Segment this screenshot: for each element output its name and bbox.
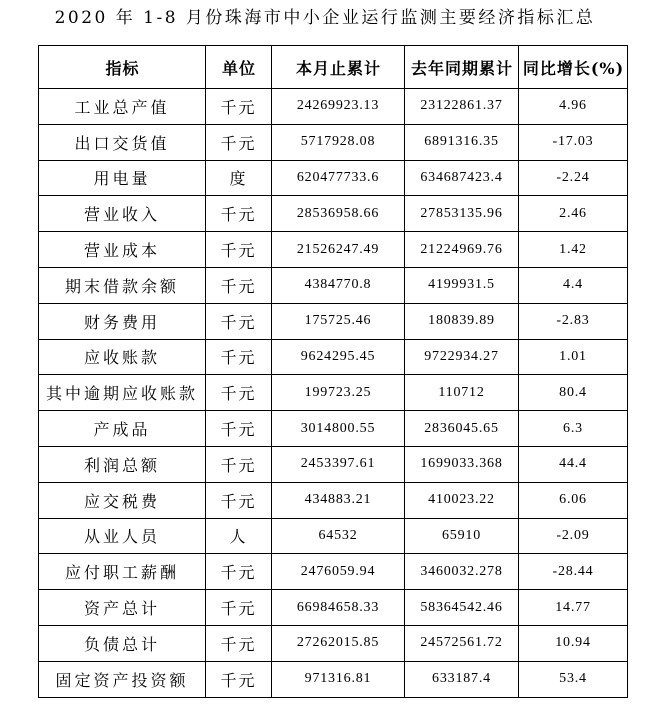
prior-year-cumulative-cell: 58364542.46 <box>405 590 519 626</box>
yoy-growth-cell: 4.96 <box>519 89 628 125</box>
prior-year-cumulative-cell: 634687423.4 <box>405 160 519 196</box>
unit-cell: 度 <box>206 160 272 196</box>
indicator-cell: 出口交货值 <box>39 124 206 160</box>
current-cumulative-cell: 66984658.33 <box>272 590 405 626</box>
yoy-growth-cell: 4.4 <box>519 267 628 303</box>
header-indicator: 指标 <box>39 46 206 89</box>
current-cumulative-cell: 2476059.94 <box>272 554 405 590</box>
current-cumulative-cell: 971316.81 <box>272 661 405 697</box>
prior-year-cumulative-cell: 65910 <box>405 518 519 554</box>
current-cumulative-cell: 4384770.8 <box>272 267 405 303</box>
unit-cell: 千元 <box>206 196 272 232</box>
indicator-cell: 应付职工薪酬 <box>39 554 206 590</box>
unit-cell: 千元 <box>206 267 272 303</box>
indicator-cell: 营业收入 <box>39 196 206 232</box>
current-cumulative-cell: 2453397.61 <box>272 446 405 482</box>
indicator-cell: 固定资产投资额 <box>39 661 206 697</box>
unit-cell: 千元 <box>206 625 272 661</box>
unit-cell: 千元 <box>206 411 272 447</box>
prior-year-cumulative-cell: 6891316.35 <box>405 124 519 160</box>
unit-cell: 千元 <box>206 124 272 160</box>
current-cumulative-cell: 434883.21 <box>272 482 405 518</box>
table-row <box>39 232 628 268</box>
indicator-cell: 营业成本 <box>39 232 206 268</box>
yoy-growth-cell: -28.44 <box>519 554 628 590</box>
unit-cell: 千元 <box>206 661 272 697</box>
table-row <box>39 661 628 697</box>
indicator-cell: 从业人员 <box>39 518 206 554</box>
unit-cell: 千元 <box>206 89 272 125</box>
current-cumulative-cell: 199723.25 <box>272 375 405 411</box>
prior-year-cumulative-cell: 21224969.76 <box>405 232 519 268</box>
yoy-growth-cell: 1.42 <box>519 232 628 268</box>
indicator-cell: 应收账款 <box>39 339 206 375</box>
table-row <box>39 482 628 518</box>
header-prior-year-cumulative: 去年同期累计 <box>405 46 519 89</box>
yoy-growth-cell: 2.46 <box>519 196 628 232</box>
current-cumulative-cell: 24269923.13 <box>272 89 405 125</box>
unit-cell: 千元 <box>206 232 272 268</box>
current-cumulative-cell: 5717928.08 <box>272 124 405 160</box>
table-row <box>39 375 628 411</box>
table-row <box>39 411 628 447</box>
indicator-cell: 资产总计 <box>39 590 206 626</box>
unit-cell: 人 <box>206 518 272 554</box>
yoy-growth-cell: -17.03 <box>519 124 628 160</box>
unit-cell: 千元 <box>206 446 272 482</box>
yoy-growth-cell: -2.24 <box>519 160 628 196</box>
yoy-growth-cell: 44.4 <box>519 446 628 482</box>
indicator-cell: 工业总产值 <box>39 89 206 125</box>
prior-year-cumulative-cell: 633187.4 <box>405 661 519 697</box>
yoy-growth-cell: 6.3 <box>519 411 628 447</box>
yoy-growth-cell: 10.94 <box>519 625 628 661</box>
indicator-cell: 财务费用 <box>39 303 206 339</box>
yoy-growth-cell: 14.77 <box>519 590 628 626</box>
prior-year-cumulative-cell: 23122861.37 <box>405 89 519 125</box>
indicator-cell: 用电量 <box>39 160 206 196</box>
table-row <box>39 446 628 482</box>
unit-cell: 千元 <box>206 375 272 411</box>
yoy-growth-cell: 6.06 <box>519 482 628 518</box>
prior-year-cumulative-cell: 3460032.278 <box>405 554 519 590</box>
current-cumulative-cell: 27262015.85 <box>272 625 405 661</box>
current-cumulative-cell: 175725.46 <box>272 303 405 339</box>
current-cumulative-cell: 3014800.55 <box>272 411 405 447</box>
table-row <box>39 339 628 375</box>
current-cumulative-cell: 620477733.6 <box>272 160 405 196</box>
table-row <box>39 590 628 626</box>
table-header-row <box>39 46 628 89</box>
unit-cell: 千元 <box>206 590 272 626</box>
indicator-cell: 应交税费 <box>39 482 206 518</box>
indicator-cell: 利润总额 <box>39 446 206 482</box>
table-row <box>39 89 628 125</box>
indicator-cell: 期末借款余额 <box>39 267 206 303</box>
yoy-growth-cell: 80.4 <box>519 375 628 411</box>
header-unit: 单位 <box>206 46 272 89</box>
yoy-growth-cell: -2.09 <box>519 518 628 554</box>
prior-year-cumulative-cell: 4199931.5 <box>405 267 519 303</box>
table-row <box>39 160 628 196</box>
unit-cell: 千元 <box>206 554 272 590</box>
current-cumulative-cell: 28536958.66 <box>272 196 405 232</box>
prior-year-cumulative-cell: 110712 <box>405 375 519 411</box>
prior-year-cumulative-cell: 180839.89 <box>405 303 519 339</box>
yoy-growth-cell: 53.4 <box>519 661 628 697</box>
indicator-summary-table <box>38 45 628 698</box>
document-title: 2020 年 1-8 月份珠海市中小企业运行监测主要经济指标汇总 <box>54 8 596 28</box>
current-cumulative-cell: 21526247.49 <box>272 232 405 268</box>
prior-year-cumulative-cell: 1699033.368 <box>405 446 519 482</box>
current-cumulative-cell: 64532 <box>272 518 405 554</box>
table-row <box>39 554 628 590</box>
unit-cell: 千元 <box>206 339 272 375</box>
indicator-cell: 负债总计 <box>39 625 206 661</box>
table-row <box>39 267 628 303</box>
table-row <box>39 124 628 160</box>
table-row <box>39 518 628 554</box>
prior-year-cumulative-cell: 27853135.96 <box>405 196 519 232</box>
unit-cell: 千元 <box>206 482 272 518</box>
prior-year-cumulative-cell: 24572561.72 <box>405 625 519 661</box>
indicator-cell: 产成品 <box>39 411 206 447</box>
table-row <box>39 196 628 232</box>
table-row <box>39 303 628 339</box>
table-row <box>39 625 628 661</box>
current-cumulative-cell: 9624295.45 <box>272 339 405 375</box>
prior-year-cumulative-cell: 9722934.27 <box>405 339 519 375</box>
header-current-cumulative: 本月止累计 <box>272 46 405 89</box>
indicator-cell: 其中逾期应收账款 <box>39 375 206 411</box>
header-yoy-growth: 同比增长(%) <box>519 46 628 89</box>
unit-cell: 千元 <box>206 303 272 339</box>
yoy-growth-cell: -2.83 <box>519 303 628 339</box>
yoy-growth-cell: 1.01 <box>519 339 628 375</box>
prior-year-cumulative-cell: 2836045.65 <box>405 411 519 447</box>
prior-year-cumulative-cell: 410023.22 <box>405 482 519 518</box>
